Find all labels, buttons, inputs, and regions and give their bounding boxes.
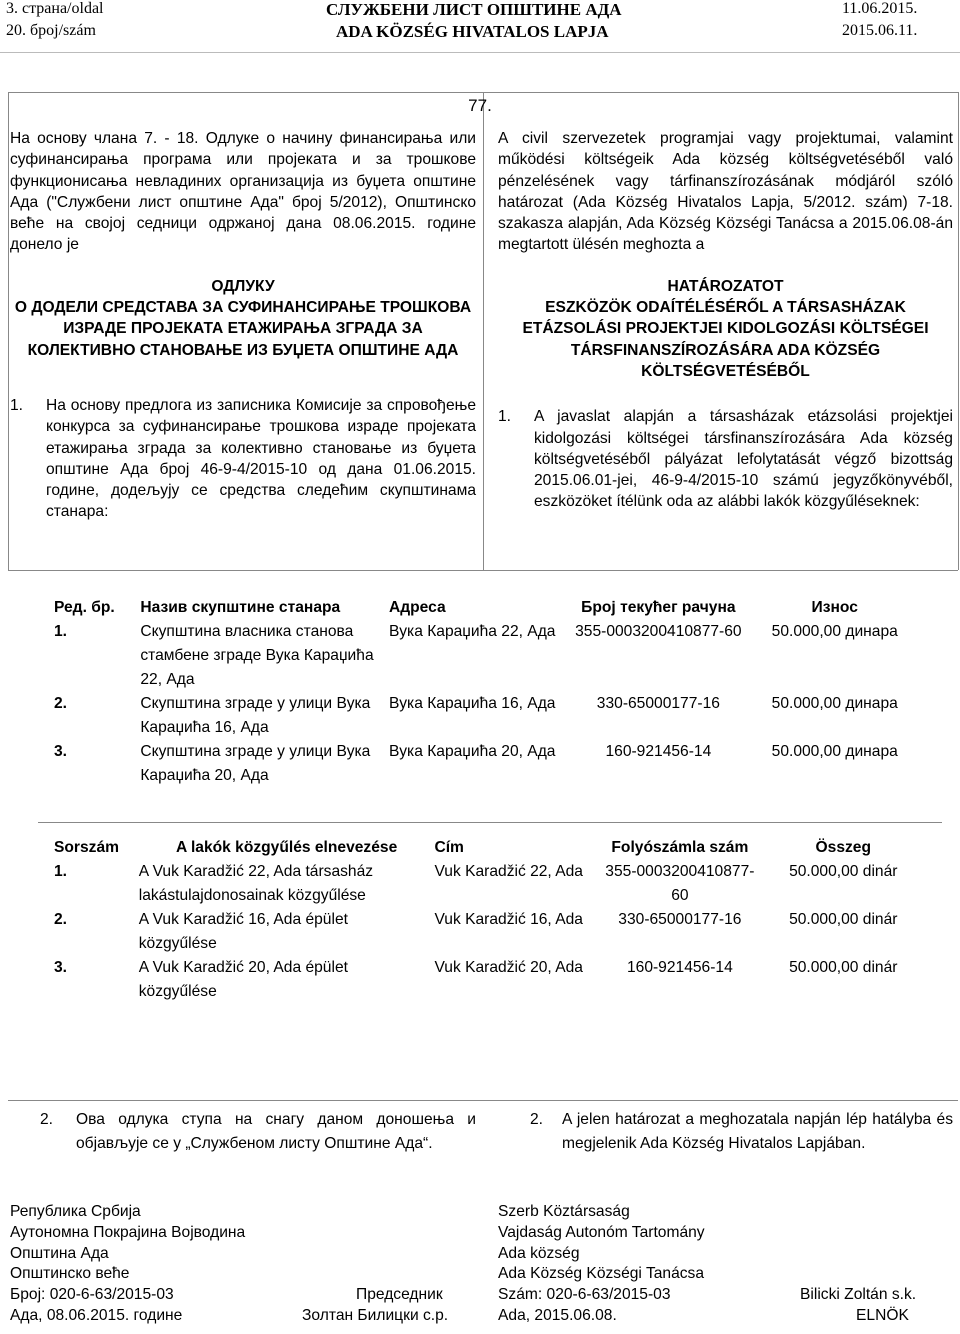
amount: 50.000,00 dinár [789, 911, 898, 928]
signature-line: Szerb Köztársaság [498, 1203, 630, 1220]
preamble-hu: A civil szervezetek programjai vagy projektumai, valamint működési költségeik Ada község költségvetéséből való pénzelésének vagy tárfinanszírozásának módjáról szóló határozat (Ada Község Hivatalos Lapja, 5/2012. szám) 7-18. szakasza alapján, Ada Község Községi Tanácsa a 2015.06.08-án megtartott ülésén meghozta a [498, 130, 953, 254]
signatory-name: Золтан Билицки с.р. [302, 1306, 449, 1324]
column-divider [483, 92, 484, 570]
item-text: A javaslat alapján a társasházak etázsolási projektjei kidolgozási költségei társfinanszírozására Ada község költségvetéséből pályázat lefolytatását végző bizottság 2015.06.01-jei, 46-9-4/2015-10 számú jegyzőkönyvéből, eszközöket ítélünk oda az alábbi lakók közgyűléseknek: [534, 408, 953, 511]
table-row [54, 908, 924, 956]
amount: 50.000,00 динара [771, 695, 898, 712]
preamble-sr: На основу члана 7. - 18. Одлуке о начину финансирања или суфинансирања програма или пројеката и за трошкове функционисања невладиних организација из буџета општине Ада ("Службени лист општине Ада" број 5/2012), Општинско веће на својој седници одржаној дана 08.06.2015. године донело је [10, 130, 476, 254]
col-header: A lakók közgyűlés elnevezése [175, 839, 398, 856]
assembly-name: A Vuk Karadžić 22, Ada társasház lakástulajdonosainak közgyűlése [138, 863, 374, 904]
serbian-column [10, 128, 476, 523]
decision-subtitle-hu: ESZKÖZÖK ODAÍTÉLÉSÉRŐL A TÁRSASHÁZAK ETÁZSOLÁSI PROJEKTJEI KIDOLGOZÁSI KÖLTSÉGEI TÁRSFINANSZÍROZÁSÁRA ADA KÖZSÉG KÖLTSÉGVETÉSÉBŐL [522, 299, 929, 380]
table-row [54, 692, 924, 740]
item-2-hu [530, 1108, 953, 1156]
signature-line: Република Србија [10, 1203, 141, 1220]
assembly-name: Скупштина зграде у улици Вука Караџића 16, Ада [140, 695, 371, 736]
address: Вука Караџића 20, Ада [389, 743, 556, 760]
document-number: Szám: 020-6-63/2015-03 [498, 1286, 671, 1304]
page-number: 77. [468, 96, 492, 115]
amount: 50.000,00 dinár [789, 959, 898, 976]
table-row [54, 956, 924, 1004]
table-divider-bottom [8, 1100, 958, 1101]
date-hu: 2015.06.11. [842, 22, 918, 39]
account-number: 355-0003200410877-60 [575, 623, 742, 640]
date-sr: 11.06.2015. [842, 0, 918, 17]
hungarian-column [498, 128, 953, 513]
signatory-role: ELNÖK [856, 1306, 909, 1324]
col-header: Број текућег рачуна [581, 599, 736, 616]
gazette-title-sr: СЛУЖБЕНИ ЛИСТ ОПШТИНЕ АДА [326, 0, 622, 19]
place-date: Ада, 08.06.2015. године [10, 1306, 183, 1324]
page-number-sr: 3. страна/oldal [6, 0, 104, 17]
account-number: 330-65000177-16 [596, 695, 720, 712]
place-date: Ada, 2015.06.08. [498, 1306, 617, 1324]
item-number: 2. [40, 1111, 54, 1128]
header-divider [0, 52, 960, 53]
assembly-name: Скупштина зграде у улици Вука Караџића 20, Ада [140, 743, 371, 784]
col-header: Износ [811, 599, 858, 616]
page-header [0, 0, 960, 46]
address: Vuk Karadžić 16, Ada [434, 911, 583, 928]
document-number: Број: 020-6-63/2015-03 [10, 1286, 174, 1304]
item-text: Ова одлука ступа на снагу даном доношења и објављује се у „Службеном листу Општине Ада“. [76, 1111, 476, 1152]
decision-title-sr: ОДЛУКУ [211, 277, 275, 295]
amount: 50.000,00 dinár [789, 863, 898, 880]
table-header-row [54, 596, 924, 620]
row-number: 2. [54, 911, 68, 928]
signatory-role: Председник [356, 1286, 443, 1304]
signature-line: Аутономна Покрајина Војводина [10, 1223, 246, 1241]
table-row [54, 740, 924, 788]
row-number: 3. [54, 743, 68, 760]
assembly-name: A Vuk Karadžić 16, Ada épület közgyűlése [138, 911, 348, 952]
assembly-name: A Vuk Karadžić 20, Ada épület közgyűlése [138, 959, 348, 1000]
col-header: Cím [434, 839, 464, 856]
account-number: 160-921456-14 [605, 743, 712, 760]
table-row [54, 620, 924, 692]
gazette-title-hu: ADA KÖZSÉG HIVATALOS LAPJA [336, 22, 609, 41]
signature-line: Vajdaság Autonóm Tartomány [498, 1223, 705, 1241]
amount: 50.000,00 динара [771, 743, 898, 760]
right-border [958, 92, 959, 570]
issue-number-sr: 20. број/szám [6, 22, 96, 39]
item-2-sr [40, 1108, 476, 1156]
signature-line: Општина Ада [10, 1244, 109, 1262]
signature-block-sr [10, 1202, 480, 1327]
col-header: Sorszám [54, 839, 120, 856]
allocation-table-hu [54, 836, 924, 1004]
col-header: Ред. бр. [54, 599, 115, 616]
signature-line: Општинско веће [10, 1265, 130, 1283]
decision-subtitle-sr: О ДОДЕЛИ СРЕДСТАВА ЗА СУФИНАНСИРАЊЕ ТРОШКОВА ИЗРАДЕ ПРОЈЕКАТА ЕТАЖИРАЊА ЗГРАДА ЗА КОЛЕКТИВНО СТАНОВАЊЕ ИЗ БУЏЕТА ОПШТИНЕ АДА [14, 299, 472, 359]
amount: 50.000,00 динара [771, 623, 898, 640]
address: Вука Караџића 22, Ада [389, 623, 556, 640]
col-header: Folyószámla szám [611, 839, 749, 856]
decision-title-hu: HATÁROZATOT [667, 277, 784, 295]
item-number: 2. [530, 1111, 544, 1128]
account-number: 355-0003200410877-60 [605, 863, 755, 904]
address: Vuk Karadžić 22, Ada [434, 863, 583, 880]
account-number: 160-921456-14 [626, 959, 733, 976]
signature-line: Ada Község Községi Tanácsa [498, 1265, 705, 1283]
table-divider-top [38, 822, 942, 823]
table-row [54, 860, 924, 908]
address: Вука Караџића 16, Ада [389, 695, 556, 712]
item-number: 1. [498, 408, 512, 426]
signature-block-hu [498, 1202, 953, 1327]
address: Vuk Karadžić 20, Ada [434, 959, 583, 976]
item-text: A jelen határozat a meghozatala napján lép hatályba és megjelenik Ada Község Hivatalos Lapjában. [562, 1111, 953, 1152]
signature-line: Ada község [498, 1244, 580, 1262]
item-number: 1. [10, 396, 24, 414]
bottom-border [8, 570, 958, 571]
row-number: 2. [54, 695, 68, 712]
item-1-hu [498, 406, 953, 512]
table-header-row [54, 836, 924, 860]
row-number: 1. [54, 863, 68, 880]
allocation-table-sr [54, 596, 924, 788]
item-text: На основу предлога из записника Комисије за спровођење конкурса за суфинансирање трошкова израде пројеката етажирања зграда за колективно становање из буџета општине Ада број 46-9-4/2015-10 од дана 01.06.2015. године, додељују се средства следећим скупштинама станара: [46, 396, 476, 521]
signatory-name: Bilicki Zoltán s.k. [800, 1286, 917, 1304]
col-header: Összeg [815, 839, 872, 856]
account-number: 330-65000177-16 [618, 911, 742, 928]
left-border [8, 92, 9, 570]
item-1-sr [10, 395, 476, 523]
col-header: Назив скупштине станара [140, 599, 341, 616]
assembly-name: Скупштина власника станова стамбене зграде Вука Караџића 22, Ада [140, 623, 374, 688]
row-number: 1. [54, 623, 68, 640]
col-header: Адреса [389, 599, 446, 616]
row-number: 3. [54, 959, 68, 976]
